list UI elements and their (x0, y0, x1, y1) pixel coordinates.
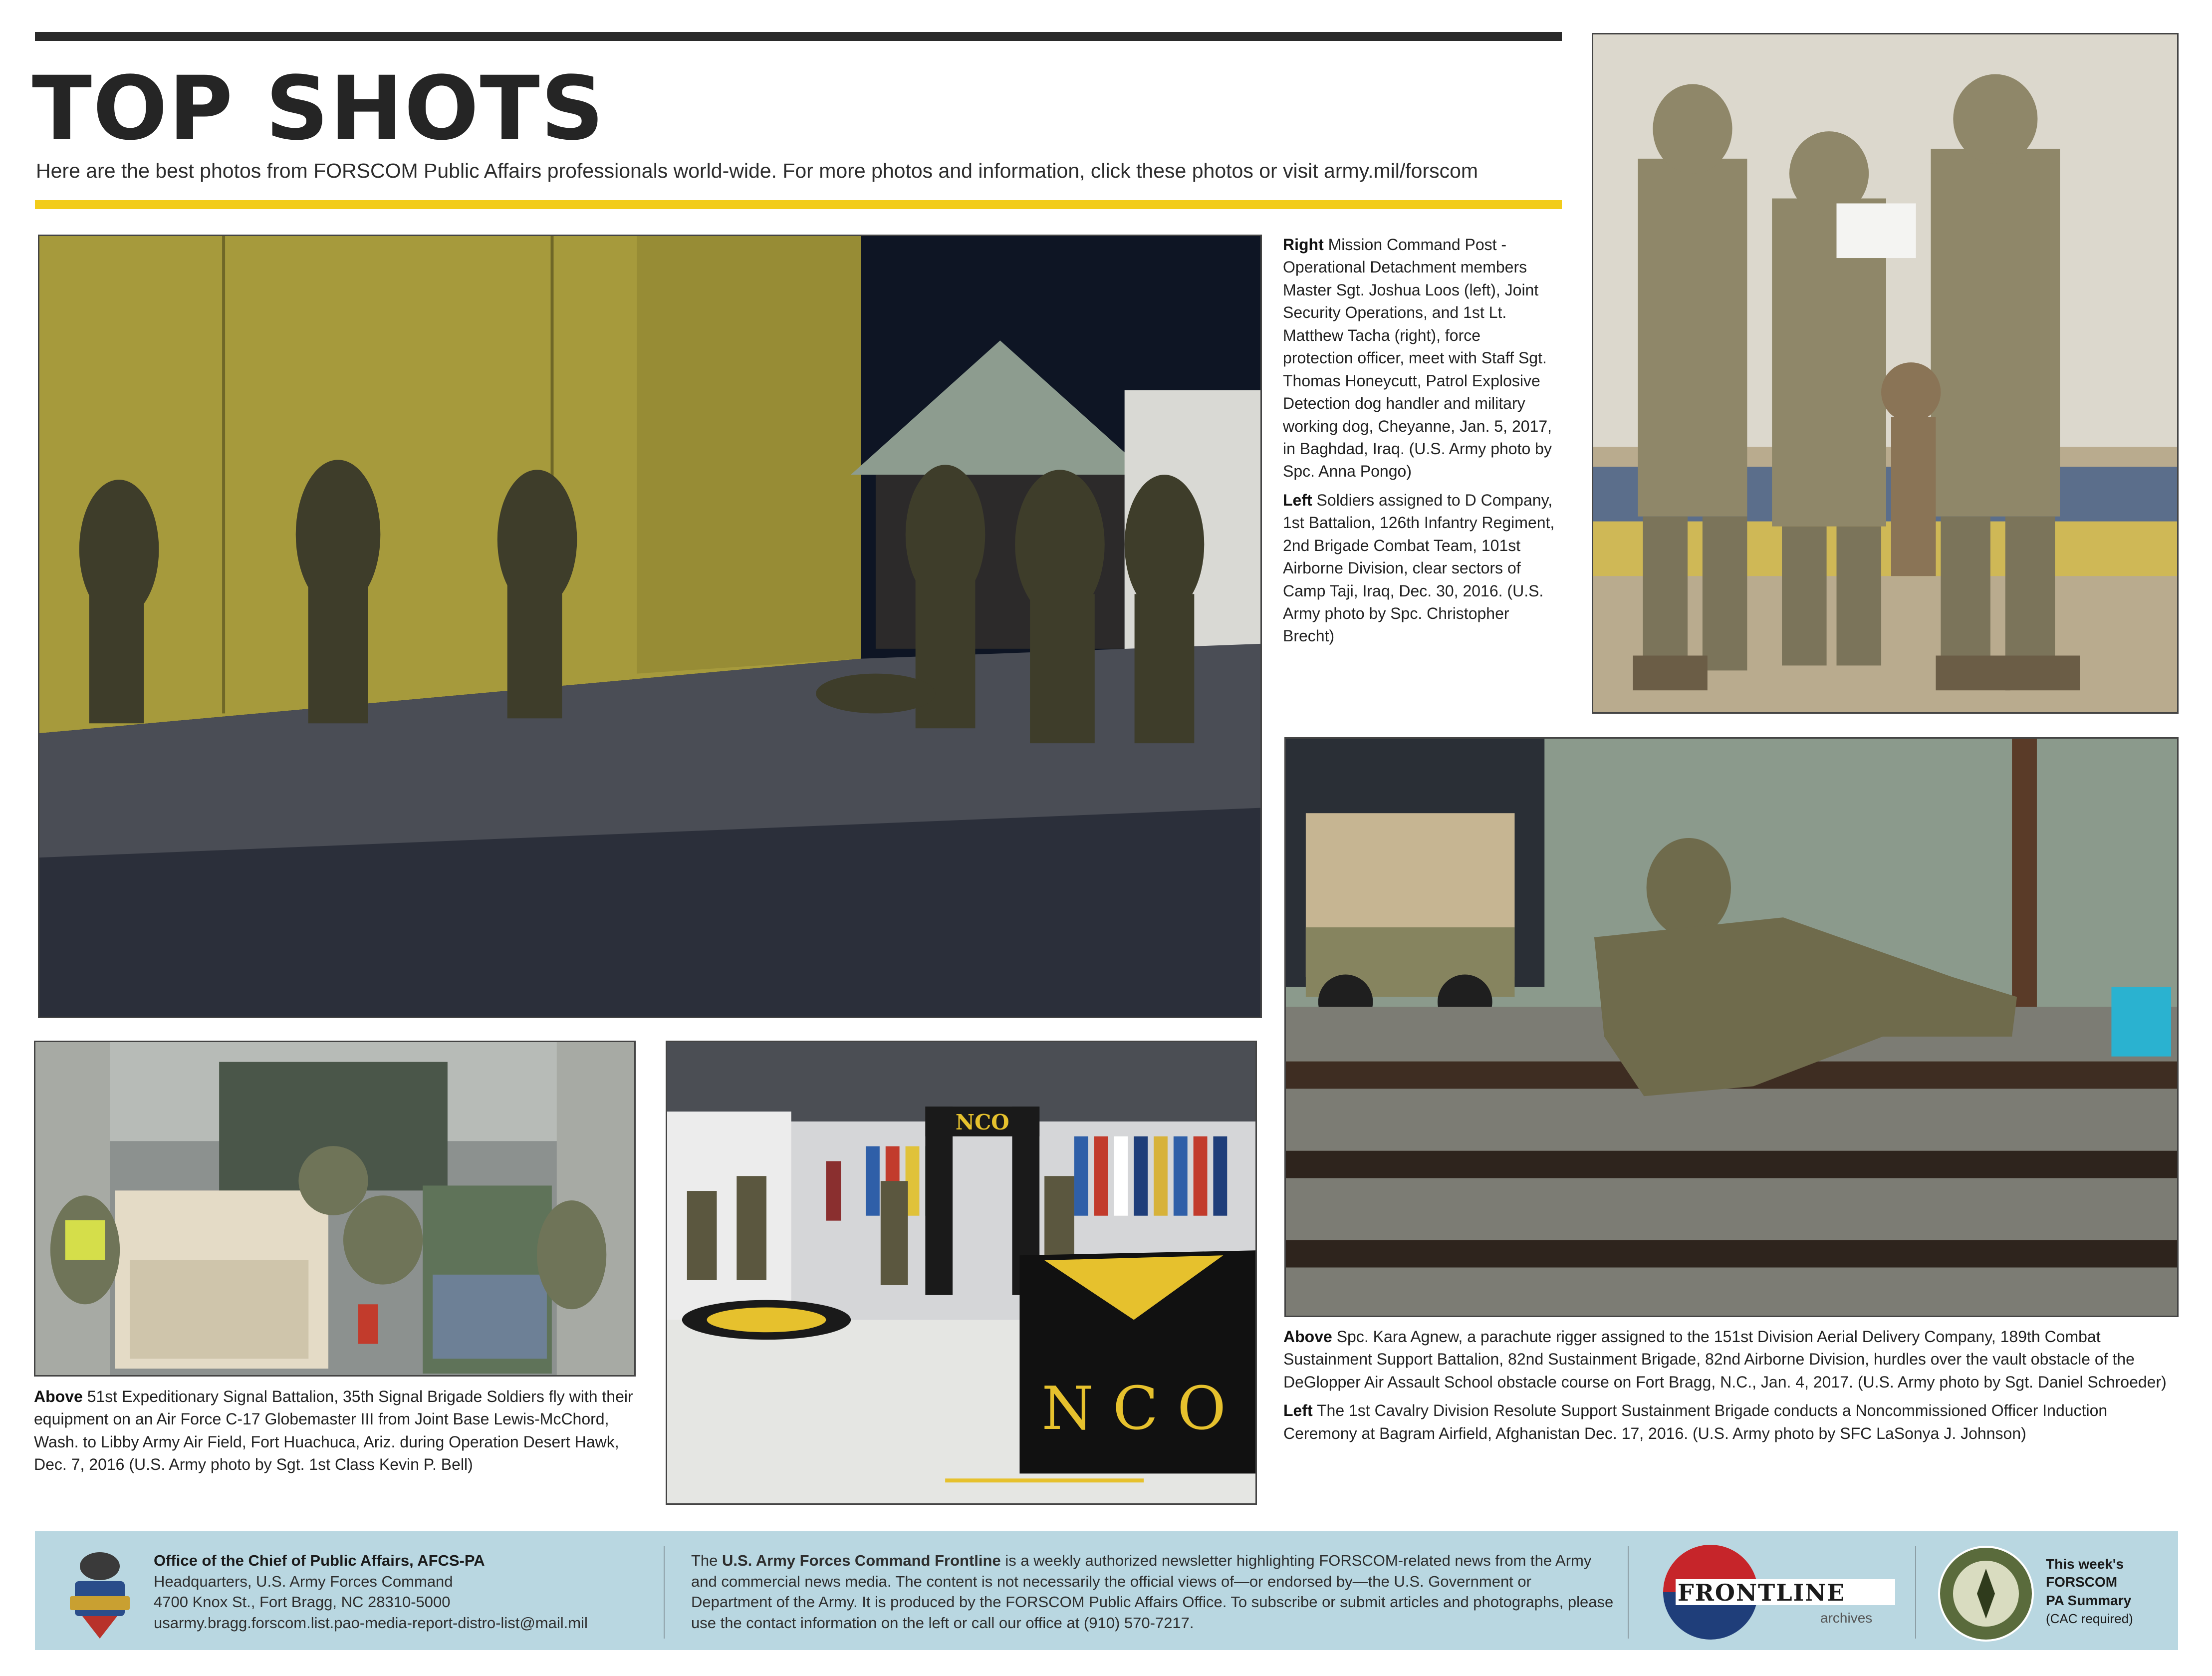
address-line-2: 4700 Knox St., Fort Bragg, NC 28310-5000 (154, 1593, 451, 1611)
caption-text: 51st Expeditionary Signal Battalion, 35th Signal Brigade Soldiers fly with their equipment on an Air Force C-17 Globemaster III from Joint Base Lewis-McChord, Wash. to Libby Army Air Field, Fort Huachuca, Ariz. during Operation Desert Hawk, Dec. 7, 2016 (U.S. Army photo by Sgt. 1st Class Kevin P. Bell) (34, 1388, 633, 1474)
blurb-post: is a weekly authorized newsletter highlighting FORSCOM-related news from the Army and commercial news media. The content is not necessarily the official views of—or endorsed by—the U.S. Government or Department of the Army. It is produced by the FORSCOM Public Affairs Office. To subscribe or submit articles and photographs, please use the contact information on the left or call our office at (910) 570-7217. (691, 1552, 1614, 1632)
public-affairs-seal-image (1936, 1544, 2036, 1644)
blurb-bold: U.S. Army Forces Command Frontline (722, 1552, 1001, 1569)
photo-baghdad-dog-handler[interactable] (1592, 33, 2179, 714)
footer-divider (1628, 1546, 1629, 1639)
freedoms-guardian-logo-image (62, 1546, 137, 1641)
caption-left-top (1283, 489, 1555, 648)
nco-table-text: N C O (1041, 1374, 1227, 1443)
yellow-rule (35, 200, 1562, 209)
caption-text: The 1st Cavalry Division Resolute Support Sustainment Brigade conducts a Noncommissioned Officer Induction Ceremony at Bagram Airfield, Afghanistan Dec. 17, 2016. (U.S. Army photo by SFC LaSonya J. Johnson) (1283, 1401, 2108, 1442)
freedoms-guardian-logo (62, 1546, 137, 1641)
photo-obstacle-image (1286, 739, 2177, 1316)
caption-above-left (34, 1386, 638, 1476)
caption-c17-block (34, 1386, 638, 1482)
week-line-2: FORSCOM (2046, 1574, 2118, 1590)
caption-lead: Above (1283, 1328, 1332, 1346)
footer-divider (1915, 1546, 1916, 1639)
public-affairs-seal[interactable] (1936, 1544, 2036, 1644)
frontline-wordmark: FRONTLINE (1678, 1579, 1846, 1606)
caption-lead: Right (1283, 236, 1324, 254)
footer-contact (154, 1550, 658, 1633)
blurb-pre: The (691, 1552, 723, 1569)
footer-blurb (691, 1550, 1614, 1633)
nco-arch-text: NCO (955, 1110, 1009, 1134)
photo-nco-ceremony[interactable] (666, 1041, 1257, 1505)
photo-nco-image (667, 1042, 1255, 1503)
page-title: TOP SHOTS (32, 57, 605, 160)
photo-c17-interior[interactable] (34, 1041, 636, 1377)
caption-above-right (1283, 1326, 2182, 1394)
office-title: Office of the Chief of Public Affairs, AFCS-PA (154, 1552, 485, 1569)
address-line-1: Headquarters, U.S. Army Forces Command (154, 1572, 453, 1590)
caption-text: Soldiers assigned to D Company, 1st Battalion, 126th Infantry Regiment, 2nd Brigade Combat Team, 101st Airborne Division, clear sectors of Camp Taji, Iraq, Dec. 30, 2016. (U.S. Army photo by Spc. Christopher Brecht) (1283, 491, 1555, 645)
contact-email[interactable]: usarmy.bragg.forscom.list.pao-media-report-distro-list@mail.mil (154, 1614, 588, 1632)
caption-obstacle-block (1283, 1326, 2182, 1451)
caption-text: Spc. Kara Agnew, a parachute rigger assigned to the 151st Division Aerial Delivery Company, 189th Combat Sustainment Support Battalion, 82nd Sustainment Brigade, 82nd Airborne Division, hurdles over the vault obstacle of the DeGlopper Air Assault School obstacle course on Fort Bragg, N.C., Jan. 4, 2017. (U.S. Army photo by Sgt. Daniel Schroeder) (1283, 1328, 2167, 1391)
archives-label: archives (1820, 1610, 1873, 1626)
footer-divider (664, 1546, 665, 1639)
caption-lead: Left (1283, 1401, 1313, 1420)
frontline-archives-link[interactable] (1656, 1542, 1895, 1642)
page-subtitle: Here are the best photos from FORSCOM Public Affairs professionals world-wide. For more photos and information, click these photos or visit army.mil/forscom (36, 159, 1478, 182)
week-note (2046, 1610, 2171, 1628)
photo-baghdad-image (1593, 34, 2177, 712)
caption-text: Mission Command Post - Operational Detachment members Master Sgt. Joshua Loos (left), Joint Security Operations, and 1st Lt. Matthew Tacha (right), force protection officer, meet with Staff Sgt. Thomas Honeycutt, Patrol Explosive Detection dog handler and military working dog, Cheyanne, Jan. 5, 2017, in Baghdad, Iraq. (U.S. Army photo by Spc. Anna Pongo) (1283, 236, 1552, 481)
week-line-3: PA Summary (2046, 1592, 2132, 1608)
week-line-1: This week's (2046, 1556, 2124, 1572)
photo-camp-taji-image (39, 236, 1260, 1017)
top-rule (35, 32, 1562, 41)
caption-column-right (1283, 234, 1555, 654)
photo-camp-taji[interactable] (38, 235, 1262, 1018)
caption-lead: Above (34, 1388, 83, 1405)
caption-left-bottom (1283, 1399, 2182, 1445)
photo-c17-image (35, 1042, 634, 1375)
photo-obstacle-course[interactable] (1284, 737, 2179, 1317)
caption-right (1283, 234, 1555, 483)
cac-note: (CAC required) (2046, 1611, 2133, 1627)
caption-lead: Left (1283, 491, 1312, 509)
pa-summary-link[interactable] (2046, 1555, 2171, 1628)
